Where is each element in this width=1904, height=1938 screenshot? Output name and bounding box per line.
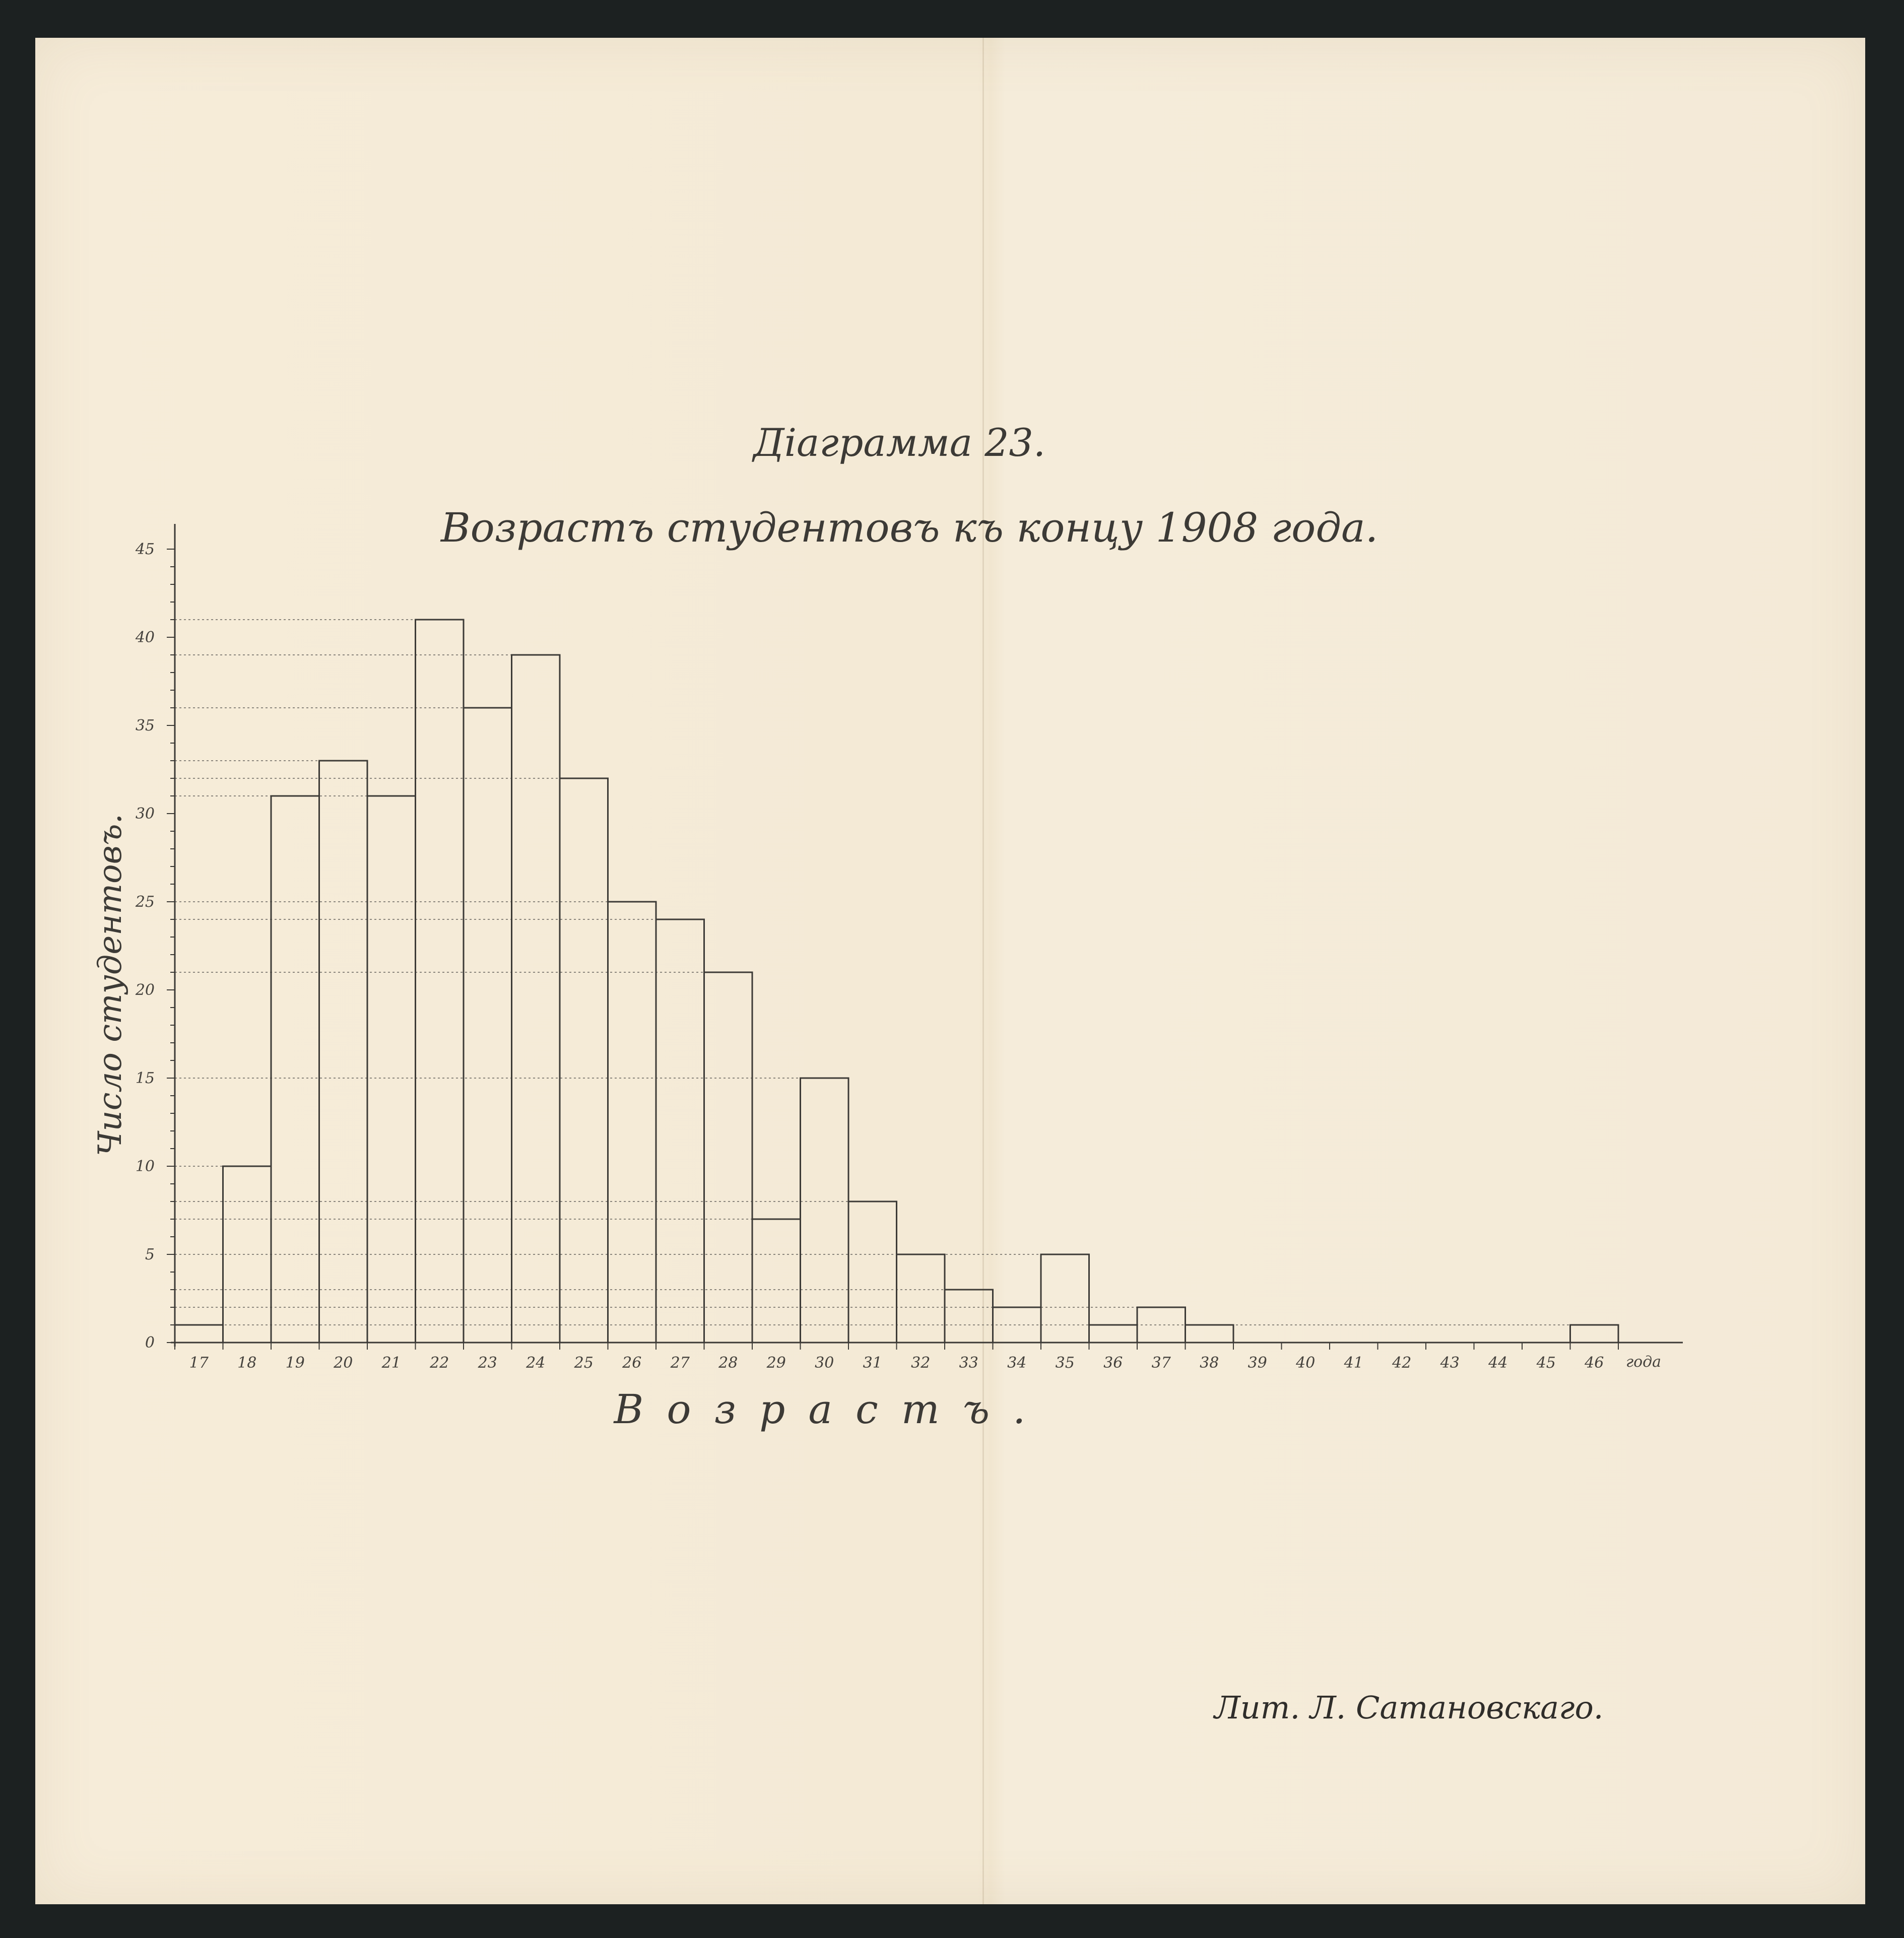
x-tick-label: 34	[1007, 1354, 1027, 1372]
bar-age-20	[319, 761, 368, 1343]
bar-age-29	[752, 1219, 801, 1343]
x-tick-label: 42	[1392, 1354, 1412, 1372]
histogram-chart	[35, 38, 1865, 1904]
y-tick-label: 20	[135, 981, 155, 999]
bar-age-17	[175, 1325, 223, 1343]
x-tick-label: 45	[1536, 1354, 1556, 1372]
x-tick-label: 38	[1200, 1354, 1219, 1372]
bar-age-19	[271, 796, 319, 1343]
chart-subtitle: Возрастъ студентовъ къ концу 1908 года.	[440, 504, 1378, 551]
y-tick-label: 40	[135, 629, 155, 646]
y-tick-label: 10	[135, 1158, 155, 1175]
y-tick-labels	[135, 541, 155, 1352]
x-tick-label: 31	[863, 1354, 882, 1372]
x-tick-label: 35	[1055, 1354, 1075, 1372]
x-unit-label: года	[1625, 1353, 1662, 1371]
x-tick-label: 22	[430, 1354, 449, 1372]
bar-age-26	[608, 902, 656, 1343]
chart-bars	[175, 620, 1618, 1343]
x-tick-label: 46	[1585, 1354, 1604, 1372]
x-tick-labels	[189, 1354, 1604, 1372]
x-tick-label: 21	[381, 1354, 401, 1372]
x-tick-label: 37	[1151, 1354, 1171, 1372]
x-tick-label: 27	[670, 1354, 690, 1372]
x-tick-label: 39	[1248, 1354, 1267, 1372]
x-tick-label: 30	[815, 1354, 834, 1372]
bar-age-22	[416, 620, 464, 1343]
x-tick-label: 29	[766, 1354, 786, 1372]
x-tick-label: 24	[526, 1354, 546, 1372]
y-tick-label: 0	[145, 1334, 155, 1352]
bar-age-28	[704, 972, 753, 1343]
y-axis-label: Число студентовъ.	[92, 814, 129, 1156]
x-tick-label: 33	[959, 1354, 978, 1372]
x-axis-label: Возрастъ.	[614, 1386, 1049, 1433]
x-tick-label: 32	[911, 1354, 931, 1372]
lithographer-imprint: Лит. Л. Сатановскаго.	[1214, 1689, 1604, 1726]
bar-age-38	[1186, 1325, 1234, 1343]
bar-age-25	[560, 778, 608, 1343]
x-tick-label: 19	[285, 1354, 305, 1372]
x-tick-label: 26	[622, 1354, 642, 1372]
chart-title: Діаграмма 23.	[753, 420, 1046, 465]
bar-age-36	[1089, 1325, 1138, 1343]
x-tick-label: 28	[718, 1354, 738, 1372]
chart-axes	[167, 524, 1683, 1350]
bar-age-32	[897, 1254, 945, 1343]
bar-age-24	[512, 655, 560, 1343]
y-tick-label: 45	[135, 541, 155, 558]
x-tick-label: 36	[1103, 1354, 1123, 1372]
x-tick-label: 18	[237, 1354, 257, 1372]
y-tick-label: 35	[135, 717, 155, 734]
bar-age-21	[367, 796, 416, 1343]
x-tick-label: 20	[334, 1354, 353, 1372]
x-tick-label: 41	[1344, 1354, 1363, 1372]
bar-age-35	[1041, 1254, 1089, 1343]
x-tick-label: 23	[478, 1354, 497, 1372]
bar-age-46	[1570, 1325, 1619, 1343]
chart-gridlines	[175, 620, 1570, 1325]
y-tick-label: 5	[145, 1246, 155, 1263]
paper-sheet	[35, 38, 1865, 1904]
bar-age-23	[464, 708, 512, 1343]
bar-age-31	[848, 1201, 897, 1343]
bar-age-30	[801, 1078, 849, 1343]
x-tick-label: 25	[574, 1354, 594, 1372]
x-tick-label: 40	[1296, 1354, 1316, 1372]
x-tick-label: 17	[189, 1354, 209, 1372]
bar-age-27	[656, 919, 704, 1343]
x-tick-label: 43	[1440, 1354, 1460, 1372]
y-tick-label: 30	[135, 805, 155, 823]
y-tick-label: 15	[135, 1070, 155, 1087]
bar-age-33	[945, 1290, 993, 1343]
x-tick-label: 44	[1488, 1354, 1508, 1372]
y-tick-label: 25	[135, 893, 155, 911]
